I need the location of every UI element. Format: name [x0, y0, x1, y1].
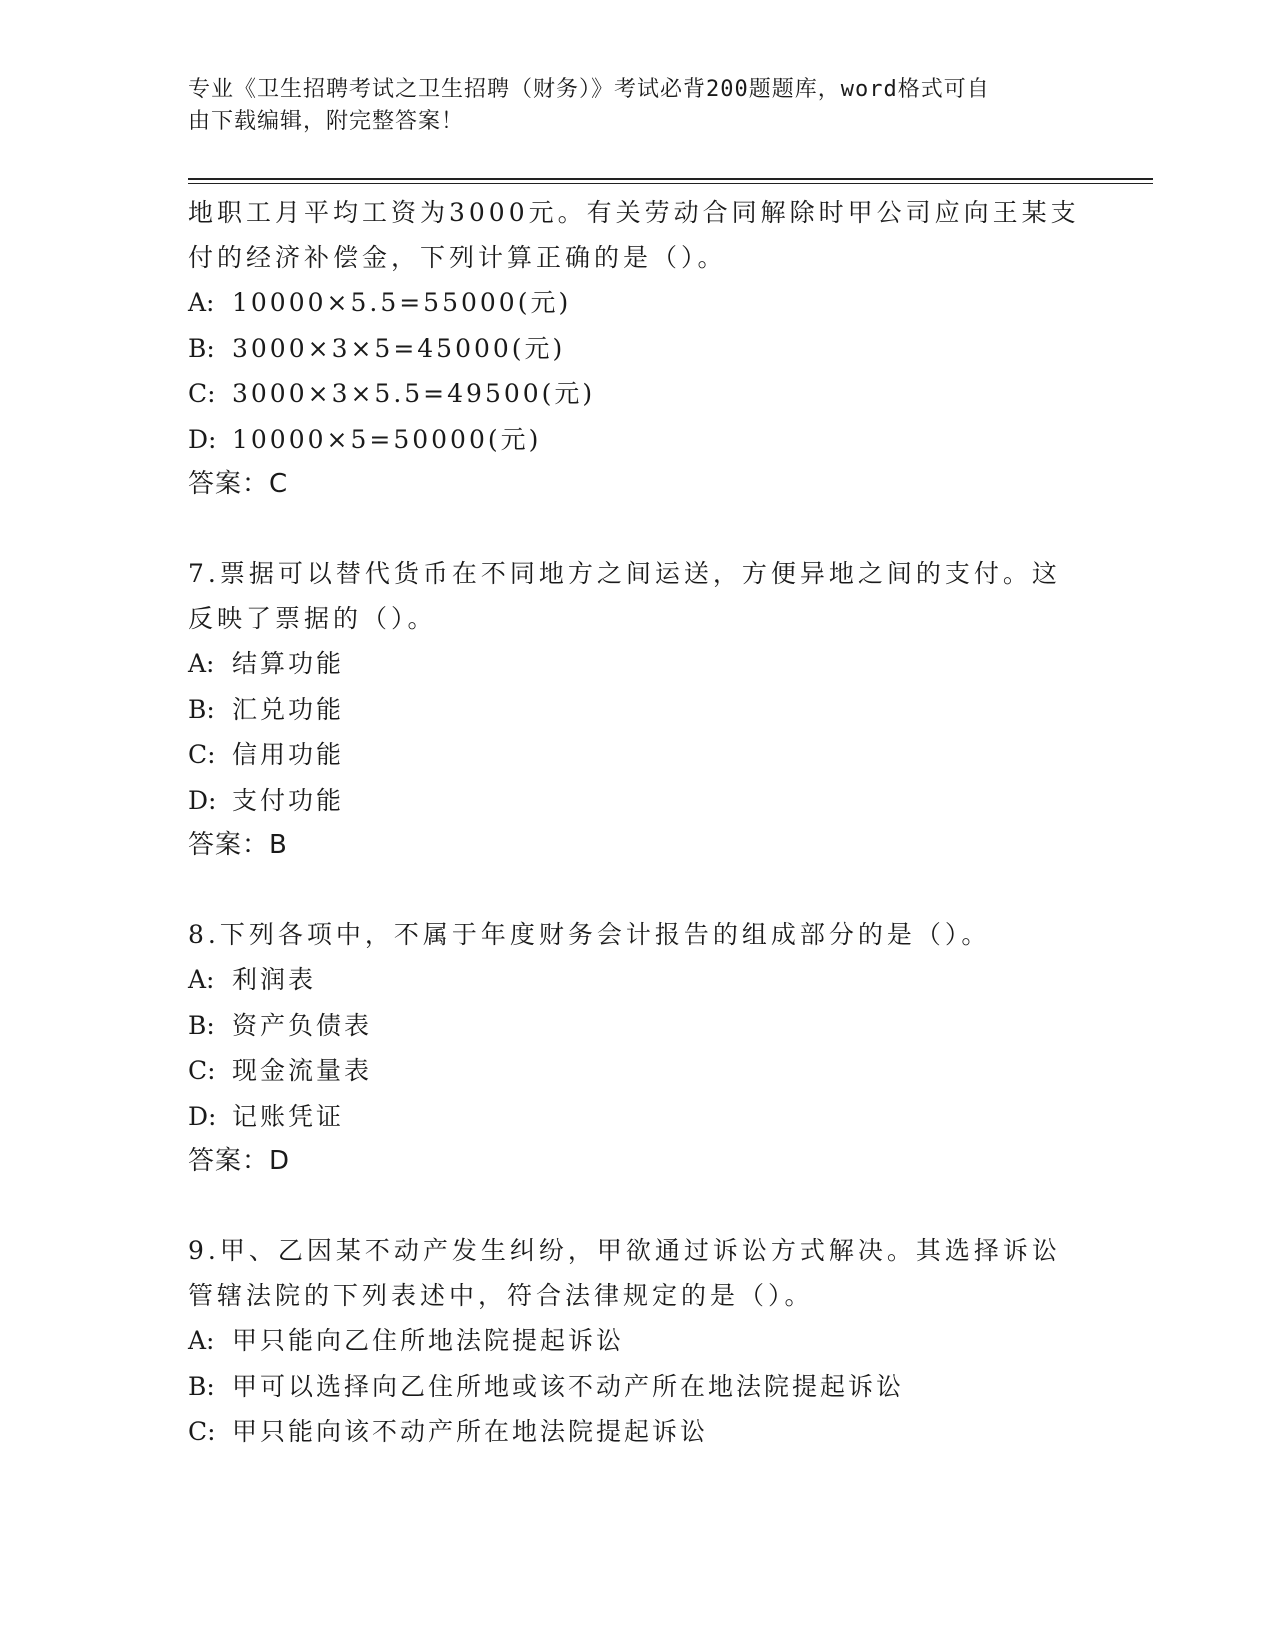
option-key: C: [188, 379, 216, 408]
option-d [188, 778, 1088, 824]
option-b [188, 687, 1088, 733]
option-c [188, 732, 1088, 778]
option-text: 甲只能向该不动产所在地法院提起诉讼 [232, 1417, 709, 1446]
header-divider-thick [188, 178, 1153, 180]
option-key: C: [188, 1056, 216, 1085]
option-text: 记账凭证 [232, 1101, 345, 1131]
option-key: A: [188, 1326, 215, 1355]
option-key: C: [188, 740, 216, 769]
question-text-line: 地职工月平均工资为3000元。有关劳动合同解除时甲公司应向王某支 [188, 198, 1080, 227]
option-text: 10000×5.5=55000(元) [232, 288, 572, 317]
option-text: 结算功能 [232, 649, 345, 678]
option-key: A: [188, 288, 215, 317]
option-text: 现金流量表 [232, 1056, 373, 1085]
question-text-line: 9.甲、乙因某不动产发生纠纷，甲欲通过诉讼方式解决。其选择诉讼 [188, 1236, 1061, 1265]
option-text: 支付功能 [232, 785, 345, 815]
option-key: A: [188, 649, 215, 678]
option-text: 3000×3×5=45000(元) [232, 333, 566, 363]
option-a [188, 957, 1088, 1003]
question-text-line: 付的经济补偿金，下列计算正确的是（）。 [188, 243, 727, 272]
question-item [188, 1228, 1088, 1455]
question-text-line: 反映了票据的（）。 [188, 604, 437, 633]
option-text: 甲只能向乙住所地法院提起诉讼 [232, 1326, 625, 1355]
option-b [188, 326, 1088, 372]
option-key: B: [188, 333, 215, 363]
option-b [188, 1003, 1088, 1049]
question-text-line: 8.下列各项中，不属于年度财务会计报告的组成部分的是（）。 [188, 920, 991, 949]
header-divider-thin [188, 183, 1153, 184]
answer-line: 答案：D [188, 1146, 291, 1176]
option-d [188, 417, 1088, 463]
option-c [188, 1048, 1088, 1094]
option-key: A: [188, 965, 215, 994]
option-a [188, 1318, 1088, 1364]
option-key: D: [188, 1101, 217, 1131]
option-text: 利润表 [232, 965, 317, 994]
option-text: 10000×5=50000(元) [232, 424, 542, 454]
option-c [188, 371, 1088, 417]
option-c [188, 1409, 1088, 1455]
option-text: 甲可以选择向乙住所地或该不动产所在地法院提起诉讼 [232, 1371, 905, 1401]
question-text-line: 7.票据可以替代货币在不同地方之间运送，方便异地之间的支付。这 [188, 559, 1061, 588]
option-key: B: [188, 694, 215, 724]
option-key: C: [188, 1417, 216, 1446]
question-item [188, 912, 1088, 1184]
option-text: 汇兑功能 [232, 694, 345, 724]
option-key: D: [188, 785, 217, 815]
option-key: B: [188, 1371, 215, 1401]
document-header [188, 74, 1068, 138]
header-line-1: 专业《卫生招聘考试之卫生招聘（财务）》考试必背200题题库，word格式可自 [188, 77, 990, 102]
option-text: 资产负债表 [232, 1010, 373, 1040]
question-item [188, 190, 1088, 507]
question-text-line: 管辖法院的下列表述中，符合法律规定的是（）。 [188, 1281, 814, 1310]
question-item [188, 551, 1088, 868]
option-b [188, 1364, 1088, 1410]
question-list [188, 190, 1088, 1455]
option-text: 信用功能 [232, 740, 345, 769]
option-a [188, 641, 1088, 687]
option-d [188, 1094, 1088, 1140]
answer-line: 答案：C [188, 469, 289, 499]
answer-line: 答案：B [188, 830, 288, 860]
option-a [188, 280, 1088, 326]
option-key: D: [188, 424, 217, 454]
option-text: 3000×3×5.5=49500(元) [232, 379, 596, 408]
option-key: B: [188, 1010, 215, 1040]
header-line-2: 由下载编辑，附完整答案！ [188, 109, 465, 134]
